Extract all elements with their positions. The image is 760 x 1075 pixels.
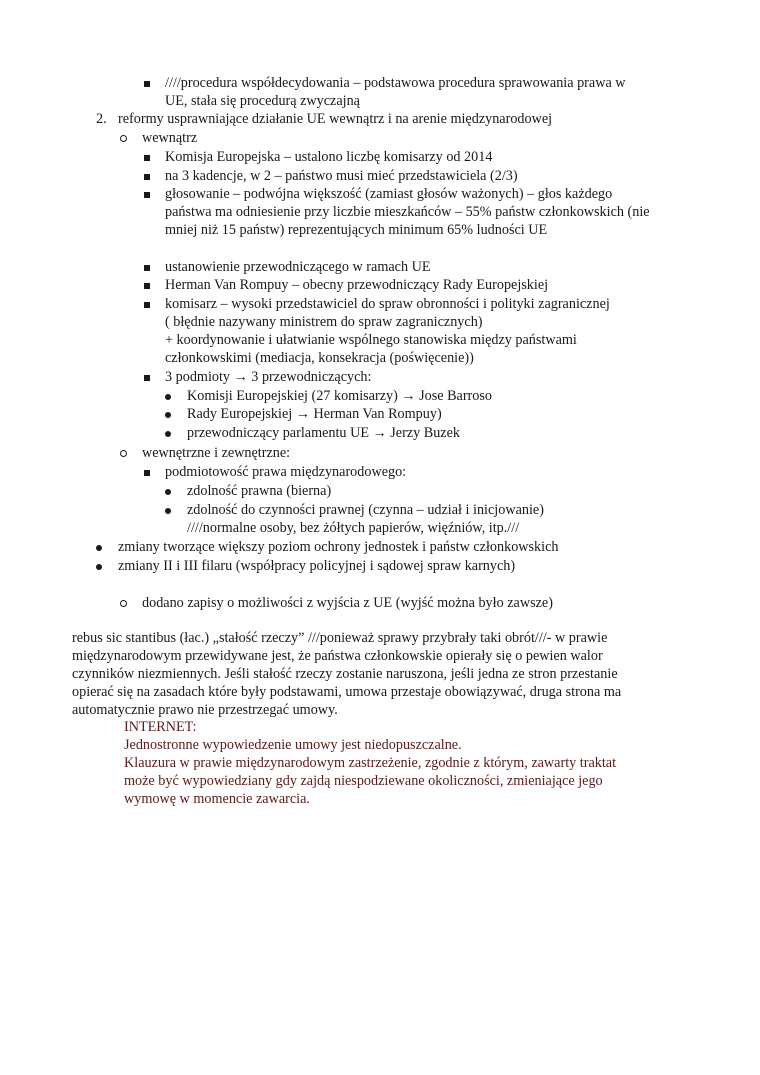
- square-bullet-icon: [144, 155, 150, 161]
- dot-bullet-icon: [165, 508, 171, 514]
- list-item-text: Herman Van Rompuy – obecny przewodniczący Rady Europejskiej: [165, 277, 549, 293]
- list-item-text: UE, stała się procedurą zwyczajną: [165, 93, 360, 109]
- square-bullet-icon: [144, 302, 150, 308]
- list-item-text: ustanowienie przewodniczącego w ramach UE: [165, 259, 431, 275]
- list-item-text: Komisja Europejska – ustalono liczbę komisarzy od 2014: [165, 149, 493, 165]
- square-bullet-icon: [144, 283, 150, 289]
- list-item-text: reformy usprawniające działanie UE wewnątrz i na arenie międzynarodowej: [118, 111, 553, 127]
- square-bullet-icon: [144, 265, 150, 271]
- list-item-text: dodano zapisy o możliwości z wyjścia z UE (wyjść można było zawsze): [142, 595, 553, 611]
- list-item-text: komisarz – wysoki przedstawiciel do spraw obronności i polityki zagranicznej: [165, 296, 610, 312]
- dot-bullet-icon: [165, 412, 171, 418]
- dot-bullet-icon: [165, 489, 171, 495]
- list-item-text: na 3 kadencje, w 2 – państwo musi mieć przedstawiciela (2/3): [165, 168, 518, 184]
- square-bullet-icon: [144, 375, 150, 381]
- list-item-text: zdolność prawna (bierna): [187, 483, 332, 499]
- list-item-text: zmiany II i III filaru (współpracy policyjnej i sądowej spraw karnych): [118, 558, 516, 574]
- square-bullet-icon: [144, 81, 150, 87]
- list-item-text: + koordynowanie i ułatwianie wspólnego stanowiska między państwami: [165, 332, 577, 348]
- dot-bullet-icon: [165, 394, 171, 400]
- circle-bullet-icon: [120, 600, 127, 607]
- list-item-text: Rady Europejskiej → Herman Van Rompuy): [187, 406, 442, 422]
- list-item-text: przewodniczący parlamentu UE → Jerzy Buzek: [187, 425, 460, 441]
- circle-bullet-icon: [120, 135, 127, 142]
- document-page: ////procedura współdecydowania – podstawowa procedura sprawowania prawa w UE, stała się procedurą zwyczajną 2. reformy usprawniające działanie UE wewnątrz i na arenie międzynarodowej wewnątrz Komisja Europejska – ustalono liczbę komisarzy od 2014 na 3 kadencje, w 2 – państwo musi mieć przedstawiciela (2/3) głosowanie – podwójna większość (zamiast głosów ważonych) – głos każdego państwa ma odniesienie przy liczbie mieszkańców – 55% państw członkowskich (nie mniej niż 15 państw) reprezentujących minimum 65% ludności UE ustanowienie przewodniczącego w ramach UE Herman Van Rompuy – obecny przewodniczący Rady Europejskiej komisarz – wysoki przedstawiciel do spraw obronności i polityki zagranicznej ( błędnie nazywany ministrem do spraw zagranicznych) + koordynowanie i ułatwianie wspólnego stanowiska między państwami członkowskimi (mediacja, konsekracja (poświęcenie)) 3 podmioty → 3 przewodniczących: Komisji Europejskiej (27 komisarzy) → Jose Barroso Rady Europejskiej → Herman Van Rompuy) przewodniczący parlamentu UE → Jerzy Buzek wewnętrzne i zewnętrzne: podmiotowość prawa międzynarodowego: zdolność prawna (bierna) zdolność do czynności prawnej (czynna – udział i inicjowanie) ////normalne osoby, bez żółtych papierów, więźniów, itp./// zmiany tworzące większy poziom ochrony jednostek i państw członkowskich zmiany II i III filaru (współpracy policyjnej i sądowej spraw karnych) dodano zapisy o możliwości z wyjścia z UE (wyjść można było zawsze) rebus sic stantibus (łac.) „stałość rzeczy” ///ponieważ sprawy przybrały taki obrót///- w prawie międzynarodowym przewidywane jest, że państwa członkowskie opierały się o pewien walor czynników niezmiennych. Jeśli stałość rzeczy zostanie naruszona, jeśli jedna ze stron przestanie opierać się na zasadach które były podstawami, umowa przestaje obowiązywać, druga strona ma automatycznie prawo nie przestrzegać umowy. INTERNET: Jednostronne wypowiedzenie umowy jest niedopuszczalne. Klauzura w prawie międzynarodowym zastrzeżenie, zgodnie z którym, zawarty traktat może być wypowiedziany gdy zajdą niespodziewane okoliczności, zmieniające jego wymowę w momencie zawarcia.: [72, 75, 650, 807]
- list-item-text: państwa ma odniesienie przy liczbie mieszkańców – 55% państw członkowskich (nie: [165, 204, 650, 220]
- list-item-text: 3 podmioty → 3 przewodniczących:: [165, 369, 372, 385]
- list-item-text: głosowanie – podwójna większość (zamiast głosów ważonych) – głos każdego: [165, 186, 613, 202]
- list-item-text: ////procedura współdecydowania – podstawowa procedura sprawowania prawa w: [165, 75, 626, 91]
- list-item-text: mniej niż 15 państw) reprezentujących minimum 65% ludności UE: [165, 222, 548, 238]
- list-item-text: wewnątrz: [142, 130, 198, 146]
- item-number: 2.: [96, 111, 107, 127]
- list-item-text: członkowskimi (mediacja, konsekracja (poświęcenie)): [165, 350, 474, 366]
- square-bullet-icon: [144, 174, 150, 180]
- list-item-text: podmiotowość prawa międzynarodowego:: [165, 464, 407, 480]
- list-item-text: ////normalne osoby, bez żółtych papierów, więźniów, itp.///: [187, 520, 520, 536]
- list-item-text: zdolność do czynności prawnej (czynna – udział i inicjowanie): [187, 502, 544, 518]
- list-item-text: wewnętrzne i zewnętrzne:: [142, 445, 291, 461]
- dot-bullet-icon: [96, 545, 102, 551]
- square-bullet-icon: [144, 470, 150, 476]
- dot-bullet-icon: [165, 431, 171, 437]
- circle-bullet-icon: [120, 450, 127, 457]
- square-bullet-icon: [144, 192, 150, 198]
- list-item-text: Komisji Europejskiej (27 komisarzy) → Jose Barroso: [187, 388, 492, 404]
- list-item-text: zmiany tworzące większy poziom ochrony jednostek i państw członkowskich: [118, 539, 559, 555]
- dot-bullet-icon: [96, 564, 102, 570]
- list-item-text: ( błędnie nazywany ministrem do spraw zagranicznych): [165, 314, 483, 330]
